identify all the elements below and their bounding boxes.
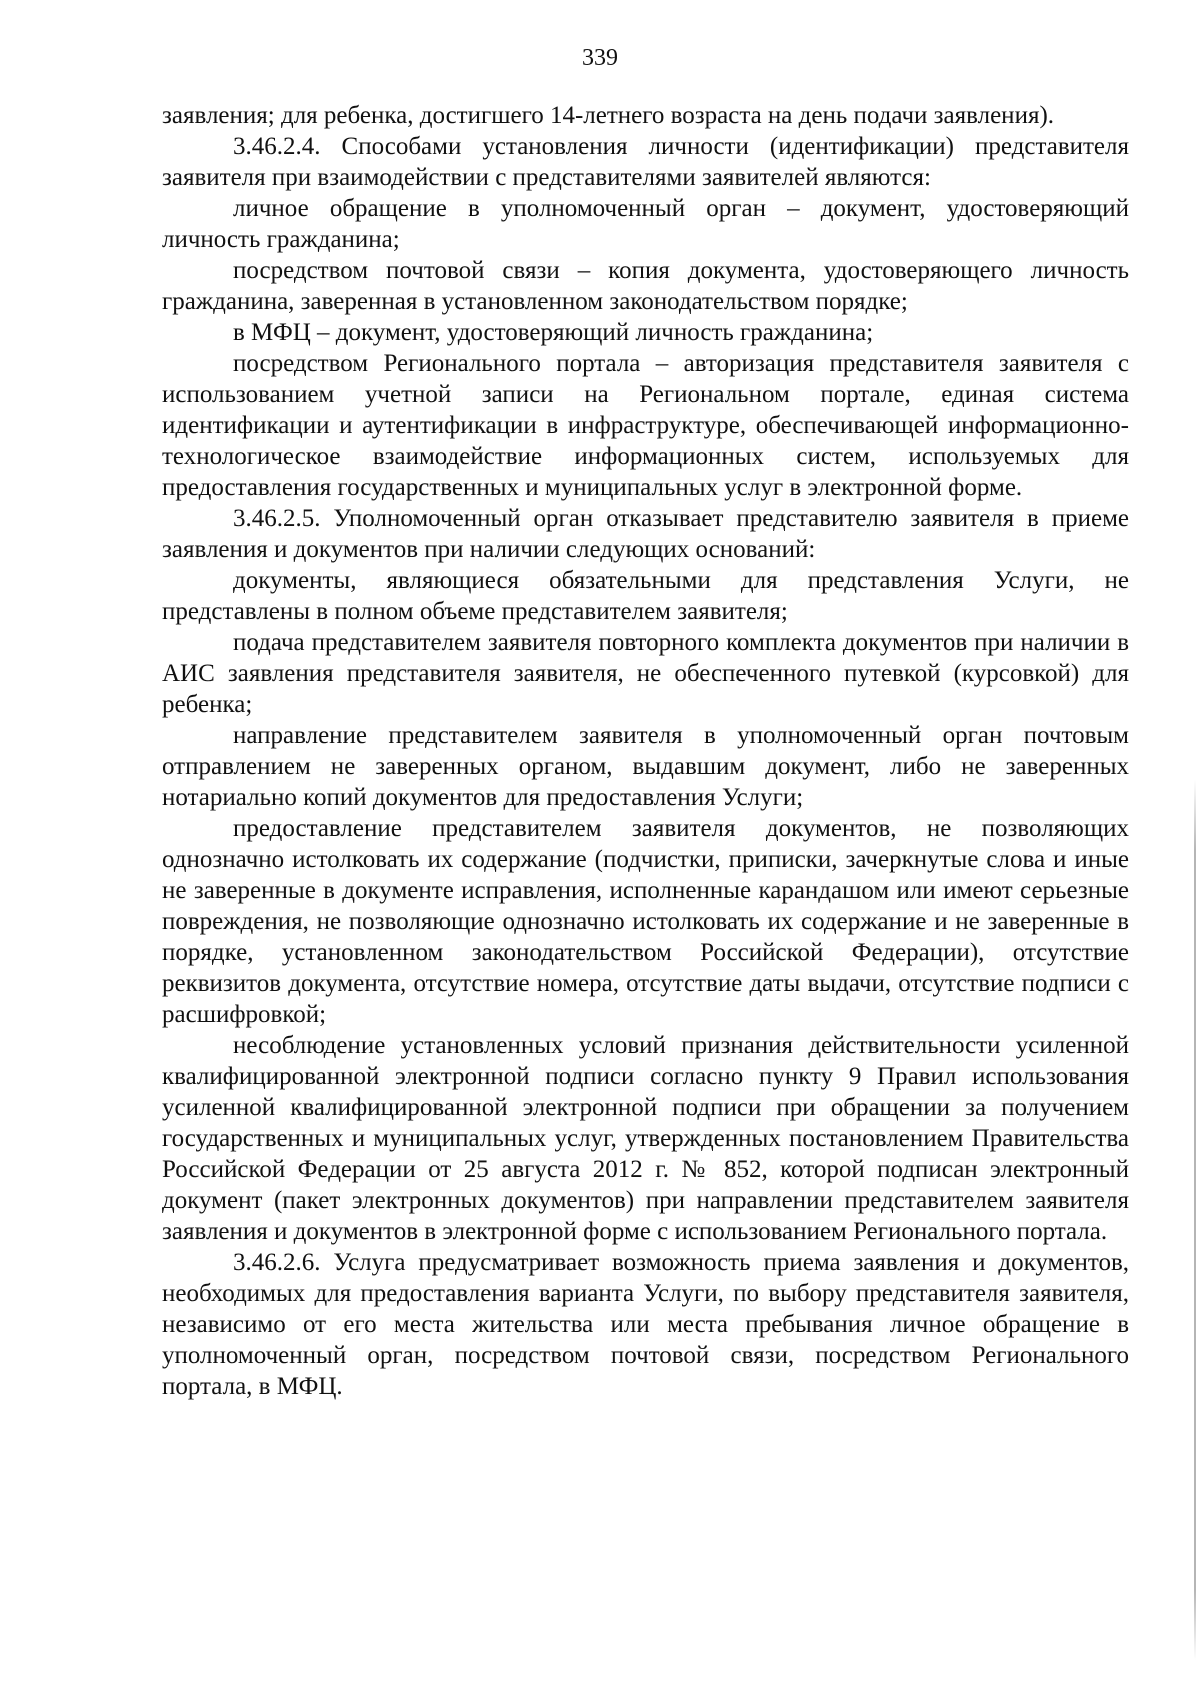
paragraph-list-item: посредством почтовой связи – копия документа, удостоверяющего личность гражданина, заверенная в установленном законодательством порядке;: [162, 257, 1129, 315]
paragraph-3-46-2-5: 3.46.2.5. Уполномоченный орган отказывает представителю заявителя в приеме заявления и документов при наличии следующих оснований:: [162, 505, 1129, 563]
paragraph-list-item: личное обращение в уполномоченный орган – документ, удостоверяющий личность гражданина;: [162, 195, 1129, 253]
paragraph-continuation: заявления; для ребенка, достигшего 14-летнего возраста на день подачи заявления).: [162, 102, 1055, 129]
scan-edge-mark: [1194, 780, 1196, 1660]
document-body: [162, 100, 1129, 1402]
paragraph-list-item: посредством Регионального портала – авторизация представителя заявителя с использованием учетной записи на Региональном портале, единая система идентификации и аутентификации в инфраструктуре, обеспечивающей информационно-технологическое взаимодействие информационных систем, используемых для предоставления государственных и муниципальных услуг в электронной форме.: [162, 350, 1129, 501]
page-number: 339: [582, 45, 618, 71]
paragraph-3-46-2-6: 3.46.2.6. Услуга предусматривает возможность приема заявления и документов, необходимых для предоставления варианта Услуги, по выбору представителя заявителя, независимо от его места жительства или места пребывания личное обращение в уполномоченный орган, посредством почтовой связи, посредством Регионального портала, в МФЦ.: [162, 1249, 1129, 1400]
paragraph-list-item: направление представителем заявителя в уполномоченный орган почтовым отправлением не заверенных органом, выдавшим документ, либо не заверенных нотариально копий документов для предоставления Услуги;: [162, 722, 1129, 811]
paragraph-list-item: документы, являющиеся обязательными для представления Услуги, не представлены в полном объеме представителем заявителя;: [162, 567, 1129, 625]
paragraph-list-item: подача представителем заявителя повторного комплекта документов при наличии в АИС заявления представителя заявителя, не обеспеченного путевкой (курсовкой) для ребенка;: [162, 629, 1129, 718]
paragraph-list-item: предоставление представителем заявителя документов, не позволяющих однозначно истолковать их содержание (подчистки, приписки, зачеркнутые слова и иные не заверенные в документе исправления, исполненные карандашом или имеют серьезные повреждения, не позволяющие однозначно истолковать их содержание и не заверенные в порядке, установленном законодательством Российской Федерации), отсутствие реквизитов документа, отсутствие номера, отсутствие даты выдачи, отсутствие подписи с расшифровкой;: [162, 815, 1129, 1028]
paragraph-3-46-2-4: 3.46.2.4. Способами установления личности (идентификации) представителя заявителя при взаимодействии с представителями заявителей являются:: [162, 133, 1129, 191]
paragraph-list-item: несоблюдение установленных условий признания действительности усиленной квалифицированной электронной подписи согласно пункту 9 Правил использования усиленной квалифицированной электронной подписи при обращении за получением государственных и муниципальных услуг, утвержденных постановлением Правительства Российской Федерации от 25 августа 2012 г. № 852, которой подписан электронный документ (пакет электронных документов) при направлении представителем заявителя заявления и документов в электронной форме с использованием Регионального портала.: [162, 1032, 1129, 1245]
paragraph-list-item: в МФЦ – документ, удостоверяющий личность гражданина;: [233, 319, 874, 346]
